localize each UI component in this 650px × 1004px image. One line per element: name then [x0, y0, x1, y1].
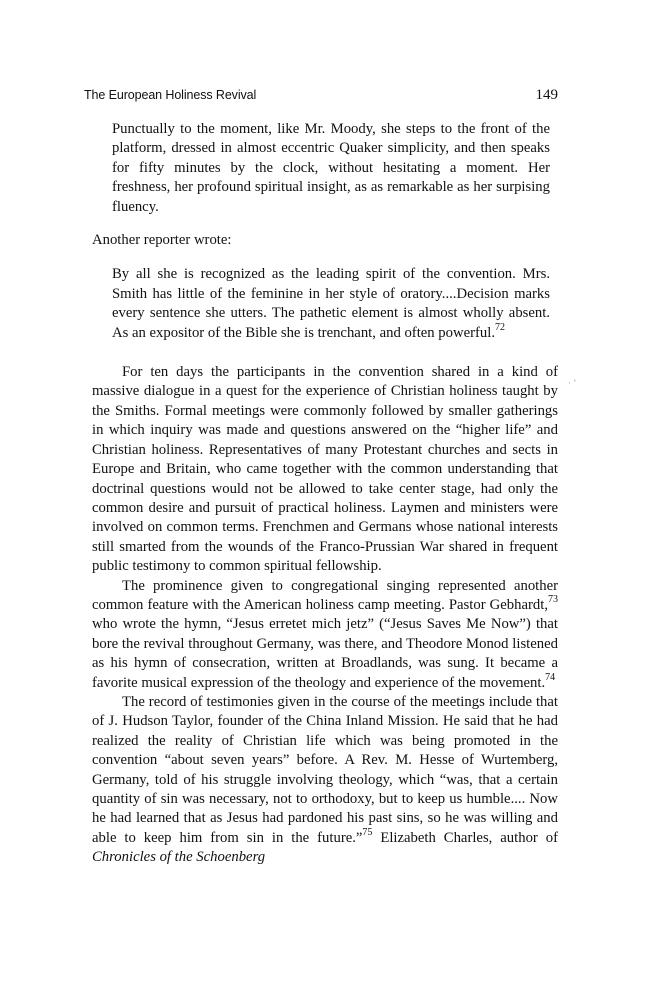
paragraph-2: [84, 577, 558, 693]
paragraph-3-part2: Elizabeth Charles, author of: [372, 829, 558, 846]
running-header: [84, 86, 558, 104]
paragraph-3-part1: The record of testimonies given in the course of the meetings include that of J. Hudson Taylor, founder of the China Inland Mission. He said that he had realized the reality of Christian life which was being promoted in the convention “about seven years” before. A Rev. M. Hesse of Wurtemberg, Germany, told of his struggle involving theology, which “was, that a certain quantity of sin was necessary, not to orthodoxy, but to keep us humble.... Now he had learned that as Jesus had pardoned his past sins, so he was willing and able to keep him from sin in the future.”: [92, 693, 558, 846]
block-quote-2-text: By all she is recognized as the leading spirit of the convention. Mrs. Smith has little of the feminine in her style of oratory....Decision marks every sentence she utters. The pathetic element is almost wholly absent. As an expositor of the Bible she is trenchant, and often powerful.: [112, 266, 550, 341]
block-quote-2-paragraph: [112, 265, 550, 343]
intro-line: Another reporter wrote:: [92, 232, 232, 249]
paragraph-2-part1: The prominence given to congregational singing represented another common feature with the American holiness camp meeting. Pastor Gebhardt,: [92, 577, 558, 613]
footnote-ref-74[interactable]: 74: [545, 671, 556, 683]
paragraph-1: For ten days the participants in the convention shared in a kind of massive dialogue in a quest for the experience of Christian holiness taught by the Smiths. Formal meetings were commonly followed by smaller gatherings in which inquiry was made and questions answered on the “higher life” and Christian holiness. Representatives of many Protestant churches and sects in Europe and Britain, who came together with the common understanding that doctrinal questions would not be allowed to take center stage, had only the common desire and pursuit of practical holiness. Laymen and ministers were involved on common terms. Frenchmen and Germans whose national interests still smarted from the wounds of the Franco-Prussian War shared in frequent public testimony to common spiritual fellowship.: [92, 364, 558, 575]
block-quote-2: [112, 265, 558, 343]
block-quote-1: [112, 120, 558, 217]
footnote-ref-73[interactable]: 73: [548, 594, 558, 606]
paragraph-3: [84, 693, 558, 868]
book-title-italic: Chronicles of the Schoenberg: [92, 849, 266, 866]
scan-artifact-mark: · ’: [568, 378, 577, 388]
footnote-ref-75[interactable]: 75: [362, 826, 373, 838]
chapter-title: The European Holiness Revival: [84, 88, 257, 102]
block-quote-1-text: Punctually to the moment, like Mr. Moody, she steps to the front of the platform, dressed in almost eccentric Quaker simplicity, and then speaks for fifty minutes by the clock, without hesitating a moment. Her freshness, her profound spiritual insight, as as remarkable as her surpising fluency.: [112, 121, 550, 215]
page-number: 149: [535, 87, 558, 103]
footnote-ref-72[interactable]: 72: [495, 321, 506, 333]
paragraph-2-part2: who wrote the hymn, “Jesus erretet mich jetz” (“Jesus Saves Me Now”) that bore the revival throughout Germany, was there, and Theodore Monod listened as his hymn of consecration, written at Broadlands, was sung. It became a favorite musical expression of the theology and experience of the movement.: [92, 616, 558, 691]
body-text: [84, 120, 558, 868]
